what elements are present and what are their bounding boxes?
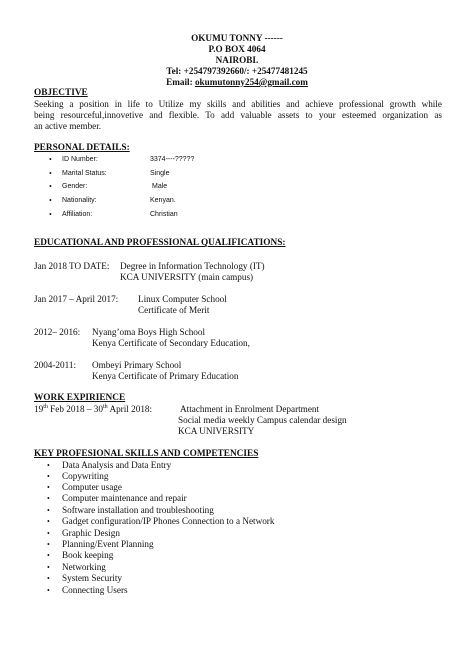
skill-item: Data Analysis and Data Entry bbox=[62, 460, 172, 470]
nationality-value: Kenyan. bbox=[150, 197, 176, 204]
edu-entry-1-detail: KCA UNIVERSITY (main campus) bbox=[120, 272, 254, 282]
candidate-name: OKUMU TONNY ------ bbox=[191, 33, 283, 43]
bullet: • bbox=[49, 169, 52, 178]
skill-item: Connecting Users bbox=[62, 585, 128, 595]
bullet: • bbox=[47, 483, 50, 492]
edu-entry-2-date: Jan 2017 – April 2017: bbox=[34, 294, 119, 304]
work-heading: WORK EXPIRIENCE bbox=[34, 393, 126, 403]
skill-item: Book keeping bbox=[62, 550, 114, 560]
affiliation-label: Affiliation: bbox=[62, 211, 93, 218]
email-label: Email: bbox=[166, 77, 193, 87]
edu-entry-4-title: Ombeyi Primary School bbox=[92, 360, 182, 370]
bullet: • bbox=[49, 196, 52, 205]
skill-item: Graphic Design bbox=[62, 528, 120, 538]
bullet: • bbox=[47, 506, 50, 515]
affiliation-value: Christian bbox=[150, 211, 178, 218]
bullet: • bbox=[47, 551, 50, 560]
ordinal-suffix: th bbox=[102, 403, 108, 410]
skill-item: Planning/Event Planning bbox=[62, 539, 154, 549]
work-line-1: Attachment in Enrolment Department bbox=[180, 404, 320, 414]
skill-item: Networking bbox=[62, 562, 106, 572]
bullet: • bbox=[47, 540, 50, 549]
email-line bbox=[0, 77, 474, 88]
edu-entry-2-detail: Certificate of Merit bbox=[138, 305, 210, 315]
work-line-3: KCA UNIVERSITY bbox=[178, 426, 255, 436]
bullet: • bbox=[47, 586, 50, 595]
objective-line-1: Seeking a position in life to Utilize my skills and abilities and achieve professional growth while bbox=[34, 99, 442, 109]
gender-label: Gender: bbox=[62, 183, 88, 190]
skill-item: Computer maintenance and repair bbox=[62, 493, 187, 503]
objective-line-3: an active member. bbox=[34, 121, 102, 131]
ordinal-suffix: th bbox=[43, 403, 48, 410]
work-date-mid: Feb 2018 – 30 bbox=[47, 404, 103, 414]
work-line-2: Social media weekly Campus calendar design bbox=[178, 415, 347, 425]
bullet: • bbox=[47, 517, 50, 526]
edu-entry-3-title: Nyang’oma Boys High School bbox=[92, 327, 206, 337]
bullet: • bbox=[47, 574, 50, 583]
marital-status-value: Single bbox=[150, 170, 170, 177]
marital-status-label: Marital Status: bbox=[62, 170, 107, 177]
education-heading: EDUCATIONAL AND PROFESSIONAL QUALIFICATIONS: bbox=[34, 238, 286, 248]
skill-item: System Security bbox=[62, 573, 122, 583]
bullet: • bbox=[47, 494, 50, 503]
skill-item: Computer usage bbox=[62, 482, 122, 492]
objective-line-2: being resourceful,innovetive and flexible. To add valuable assets to your esteemed organization as bbox=[34, 110, 442, 120]
bullet: • bbox=[49, 210, 52, 219]
id-number-label: ID Number: bbox=[62, 156, 98, 163]
nationality-label: Nationality: bbox=[62, 197, 97, 204]
bullet: • bbox=[47, 563, 50, 572]
city: NAIROBI. bbox=[215, 55, 259, 65]
skill-item: Software installation and troubleshooting bbox=[62, 505, 214, 515]
telephone: Tel: +254797392660/: +25477481245 bbox=[166, 66, 308, 76]
bullet: • bbox=[47, 472, 50, 481]
personal-details-heading: PERSONAL DETAILS: bbox=[34, 143, 130, 153]
bullet: • bbox=[49, 155, 52, 164]
skill-item: Gadget configuration/IP Phones Connection to a Network bbox=[62, 516, 275, 526]
work-date-range bbox=[34, 404, 152, 415]
work-start-day: 19 bbox=[34, 404, 44, 414]
edu-entry-2-title: Linux Computer School bbox=[138, 294, 227, 304]
bullet: • bbox=[49, 182, 52, 191]
edu-entry-3-detail: Kenya Certificate of Secondary Education, bbox=[92, 338, 250, 348]
edu-entry-4-date: 2004-2011: bbox=[34, 360, 77, 370]
edu-entry-1-title: Degree in Information Technology (IT) bbox=[120, 261, 265, 271]
edu-entry-3-date: 2012– 2016: bbox=[34, 327, 81, 337]
edu-entry-1-date: Jan 2018 TO DATE: bbox=[34, 261, 110, 271]
bullet: • bbox=[47, 529, 50, 538]
skill-item: Copywriting bbox=[62, 471, 109, 481]
gender-value: Male bbox=[152, 183, 168, 190]
skills-heading: KEY PROFESIONAL SKILLS AND COMPETENCIES bbox=[34, 449, 259, 459]
edu-entry-4-detail: Kenya Certificate of Primary Education bbox=[92, 371, 239, 381]
po-box: P.O BOX 4064 bbox=[208, 44, 266, 54]
work-date-end: April 2018: bbox=[107, 404, 153, 414]
email-address[interactable]: okumutonny254@gmail.com bbox=[194, 77, 308, 87]
bullet: • bbox=[47, 461, 50, 470]
id-number-value: 3374----????? bbox=[150, 156, 195, 163]
objective-heading: OBJECTIVE bbox=[34, 88, 88, 98]
